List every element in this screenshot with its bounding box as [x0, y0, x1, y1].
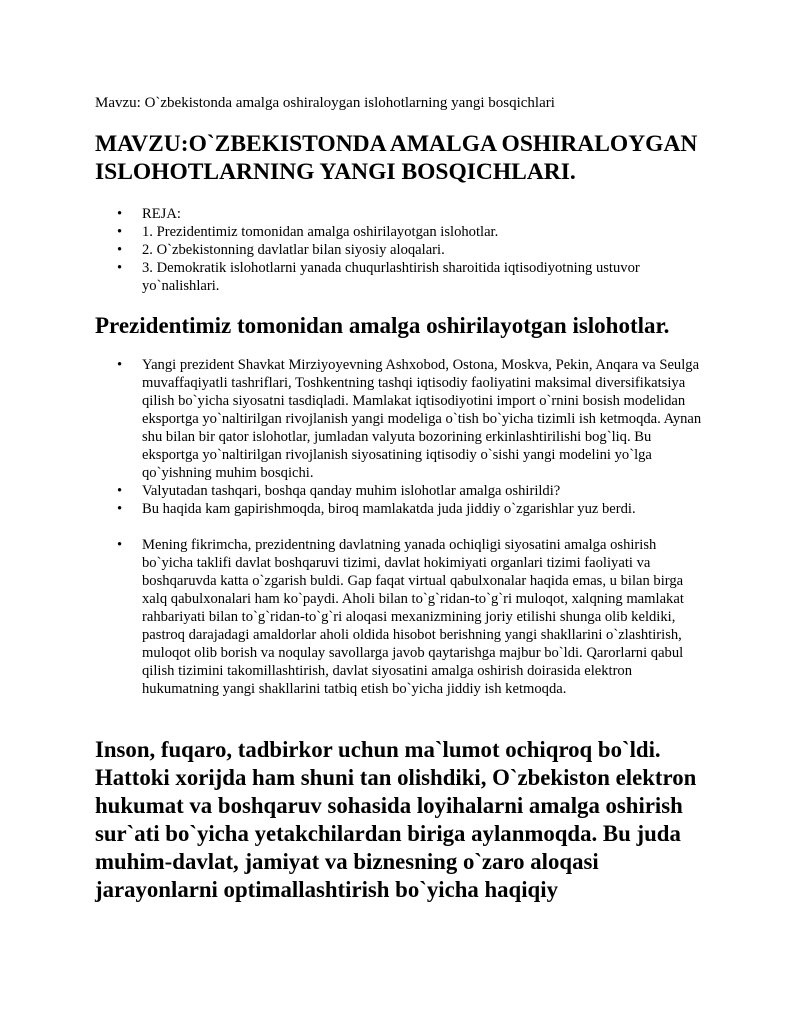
plan-item: • 3. Demokratik islohotlarni yanada chuqurlashtirish sharoitida iqtisodiyotning ustuvor yo`nalishlari.: [117, 260, 640, 294]
bullet-icon: •: [117, 483, 123, 499]
plan-list: [0, 205, 707, 295]
bullet-icon: •: [117, 242, 123, 258]
bullet-icon: •: [117, 206, 123, 222]
bullet-icon: •: [117, 537, 123, 553]
plan-item: • 1. Prezidentimiz tomonidan amalga oshirilayotgan islohotlar.: [117, 224, 499, 240]
plan-item: • 2. O`zbekistonning davlatlar bilan siyosiy aloqalari.: [117, 242, 445, 258]
bullet-icon: •: [117, 224, 123, 240]
list-item: • Mening fikrimcha, prezidentning davlatning yanada ochiqligi siyosatini amalga oshirish bo`yicha taklifi davlat boshqaruvi tizimi, davlat hokimiyati organlari tizimi faoliyati va boshqaruvda katta o`zgarish buldi. Gap faqat virtual qabulxonalar haqida emas, u bilan birga xalq qabulxonalari ham ko`paydi. Aholi bilan to`g`ridan-to`g`ri muloqot, xalqning mamlakat rahbariyati bilan to`g`ridan-to`g`ri aloqasi mexanizmining joriy etilishi shunga olib keldiki, pastroq darajadagi amaldorlar aholi oldida hisobot berishning yangi shakllarini o`zlashtirish, muloqot olib borish va noqulay savollarga javob qaytarishga majbur bo`ldi. Qarorlarni qabul qilish tizimini takomillashtirish, davlat siyosatini amalga oshirish doirasida elektron hukumatning yangi shakllarini tatbiq etish bo`yicha jiddiy ish ketmoqda.: [117, 537, 684, 697]
bullet-icon: •: [117, 501, 123, 517]
bullet-icon: •: [117, 260, 123, 276]
document-title: MAVZU:O`ZBEKISTONDA AMALGA OSHIRALOYGAN ISLOHOTLARNING YANGI BOSQICHLARI.: [95, 131, 698, 185]
running-title: Mavzu: O`zbekistonda amalga oshiraloygan islohotlarning yangi bosqichlari: [95, 95, 555, 111]
list-item: • Bu haqida kam gapirishmoqda, biroq mamlakatda juda jiddiy o`zgarishlar yuz berdi.: [117, 501, 636, 517]
list-item: • Yangi prezident Shavkat Mirziyoyevning Ashxobod, Ostona, Moskva, Pekin, Anqara va Seulga muvaffaqiyatli tashriflari, Toshkentning tashqi iqtisodiy faoliyatini maksimal diversifikatsiya qilish bo`yicha siyosatni tasdiqladi. Mamlakat iqtisodiyotini import o`rnini bosish modelidan eksportga yo`naltirilgan rivojlanish yangi modeliga o`tish bo`yicha tizimli ish ketmoqda. Aynan shu bilan bir qator islohotlar, jumladan valyuta bozorining erkinlashtirilishi bog`liq. Bu eksportga yo`naltirilgan rivojlanish siyosatining iqtisodiy o`sishi yangi modelini yo`lga qo`yishning muhim bosqichi.: [117, 357, 702, 481]
section-heading-reforms: Prezidentimiz tomonidan amalga oshirilayotgan islohotlar.: [95, 313, 670, 338]
section-heading-open-information: Inson, fuqaro, tadbirkor uchun ma`lumot ochiqroq bo`ldi. Hattoki xorijda ham shuni tan olishdiki, O`zbekiston elektron hukumat va boshqaruv sohasida loyihalarni amalga oshirish sur`ati bo`yicha yetakchilardan biriga aylanmoqda. Bu juda muhim-davlat, jamiyat va biznesning o`zaro aloqasi jarayonlarni optimallashtirish bo`yicha haqiqiy: [95, 737, 697, 902]
bullet-icon: •: [117, 357, 123, 373]
list-item: • Valyutadan tashqari, boshqa qanday muhim islohotlar amalga oshirildi?: [117, 483, 561, 499]
reforms-list: [0, 356, 707, 698]
plan-item: • REJA:: [117, 206, 181, 222]
